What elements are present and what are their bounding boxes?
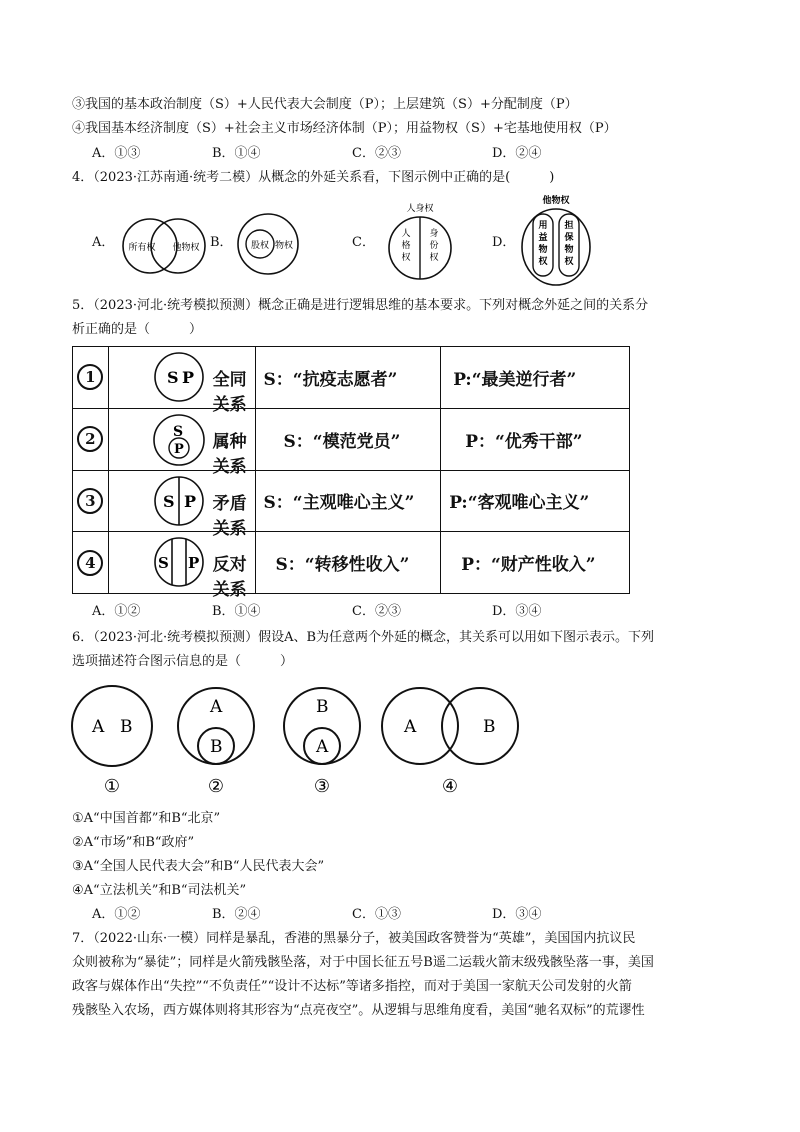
q5-table (72, 346, 630, 601)
row3-diagram (151, 475, 207, 527)
svg-text:P: P (183, 491, 196, 511)
q4-c-right-label: 身份权 (429, 229, 439, 263)
q5-stem-line2: 析正确的是（ ） (72, 322, 203, 337)
svg-text:A: A (316, 737, 329, 757)
q4-d-left-label: 用益物权 (538, 221, 548, 267)
q4-figure-c (384, 200, 456, 286)
q4-label-a: A． (92, 235, 115, 250)
q6-option-b: B．②④ (212, 907, 261, 922)
q6-item-2: ②A“市场”和B“政府” (72, 835, 195, 850)
relation-label: 属种关系 (212, 431, 247, 477)
q4-label-d: D． (492, 235, 516, 250)
row-number: 2 (77, 426, 103, 452)
table-row (73, 470, 630, 532)
table-row (73, 532, 630, 594)
q7-line-3: 政客与媒体作出“失控”“不负责任”“设计不达标”等诸多指控，而对于美国一家航天公司发射的火箭 (72, 979, 632, 994)
q6-item-3: ③A“全国人民代表大会”和B“人民代表大会” (72, 859, 325, 874)
svg-text:B: B (120, 717, 133, 737)
p-cell: P：“财产性收入” (441, 532, 630, 594)
svg-text:A: A (210, 697, 223, 717)
svg-text:S: S (162, 491, 175, 511)
row-number: 3 (77, 488, 103, 514)
q6-option-a: A．①② (92, 907, 141, 922)
s-cell: S：“转移性收入” (255, 532, 441, 594)
svg-text:S: S (157, 554, 169, 573)
q4-label-b: B． (210, 235, 233, 250)
prev-item-3: ③我国的基本政治制度（S）+人民代表大会制度（P）；上层建筑（S）+分配制度（P） (72, 97, 578, 112)
table-row (73, 347, 630, 409)
q5-option-a: A．①② (92, 604, 141, 619)
row-number: 1 (77, 364, 103, 390)
table-row (73, 408, 630, 470)
s-cell: S：“抗疫志愿者” (255, 347, 441, 409)
q5-option-c: C．②③ (352, 604, 401, 619)
svg-text:B: B (210, 737, 223, 757)
q7-line-1: 7．（2022·山东·一模）同样是暴乱，香港的黑暴分子，被美国政客赞誉为“英雄”，美国国内抗议民 (72, 931, 636, 946)
s-cell: S：“模范党员” (255, 408, 441, 470)
prev-option-b: B．①④ (212, 146, 261, 161)
q4-a-left-label: 所有权 (128, 243, 156, 253)
prev-option-c: C．②③ (352, 146, 401, 161)
relation-label: 矛盾关系 (212, 493, 247, 539)
fig-number-1: ① (103, 776, 121, 797)
p-cell: P:“客观唯心主义” (441, 470, 630, 532)
svg-text:B: B (316, 697, 329, 717)
q4-a-right-label: 他物权 (172, 243, 200, 253)
relation-label: 全同关系 (212, 370, 247, 415)
q4-d-right-label: 担保物权 (564, 221, 574, 267)
q7-line-4: 残骸坠入农场，西方媒体则将其形容为“点亮夜空”。从逻辑与思维角度看，美国“驰名双标”的荒谬性 (72, 1003, 645, 1018)
fig-number-2: ② (207, 776, 225, 797)
fig-number-4: ④ (441, 776, 459, 797)
q6-item-1: ①A“中国首都”和B“北京” (72, 811, 221, 826)
prev-option-a: A．①③ (92, 146, 141, 161)
q4-figure-b (236, 205, 300, 283)
svg-text:A: A (404, 717, 417, 737)
svg-text:A: A (92, 717, 105, 737)
svg-text:S: S (172, 423, 183, 440)
row2-diagram (151, 412, 207, 468)
q4-figure-d (518, 192, 594, 288)
q4-b-outer-label: 物权 (274, 241, 294, 251)
p-cell: P:“最美逆行者” (441, 347, 630, 409)
svg-text:P: P (173, 441, 184, 457)
q4-label-c: C． (352, 235, 375, 250)
q4-b-inner-label: 股权 (250, 241, 270, 251)
row-number: 4 (77, 550, 103, 576)
q4-c-left-label: 人格权 (401, 229, 411, 263)
relation-label: 反对关系 (212, 555, 247, 601)
q5-option-d: D．③④ (492, 604, 542, 619)
q6-option-c: C．①③ (352, 907, 401, 922)
prev-item-4: ④我国基本经济制度（S）+社会主义市场经济体制（P）；用益物权（S）+宅基地使用权（P） (72, 121, 617, 136)
q5-option-b: B．①④ (212, 604, 261, 619)
q4-c-top-label: 人身权 (406, 204, 434, 214)
svg-text:P: P (181, 368, 194, 387)
svg-text:S: S (166, 368, 179, 387)
q6-option-d: D．③④ (492, 907, 542, 922)
q6-stem-line2: 选项描述符合图示信息的是（ ） (72, 654, 294, 669)
q6-item-4: ④A“立法机关”和B“司法机关” (72, 883, 247, 898)
svg-text:P: P (187, 554, 199, 573)
q4-stem: 4．（2023·江苏南通·统考二模）从概念的外延关系看，下图示例中正确的是( ) (72, 170, 555, 185)
row1-diagram (151, 351, 207, 403)
p-cell: P：“优秀干部” (441, 408, 630, 470)
q4-d-top-label: 他物权 (542, 196, 570, 206)
q6-stem-line1: 6．（2023·河北·统考模拟预测）假设A、B为任意两个外延的概念，其关系可以用如下图示表示。下列 (72, 630, 655, 645)
svg-text:B: B (483, 717, 496, 737)
fig-number-3: ③ (313, 776, 331, 797)
q4-figure-a (118, 210, 210, 280)
row4-diagram (151, 536, 207, 588)
q6-figures (70, 680, 550, 800)
prev-option-d: D．②④ (492, 146, 542, 161)
q5-stem-line1: 5．（2023·河北·统考模拟预测）概念正确是进行逻辑思维的基本要求。下列对概念外延之间的关系分 (72, 298, 649, 313)
s-cell: S：“主观唯心主义” (255, 470, 441, 532)
q7-line-2: 众则被称为“暴徒”；同样是火箭残骸坠落，对于中国长征五号B遥二运载火箭末级残骸坠落一事，美国 (72, 955, 654, 970)
